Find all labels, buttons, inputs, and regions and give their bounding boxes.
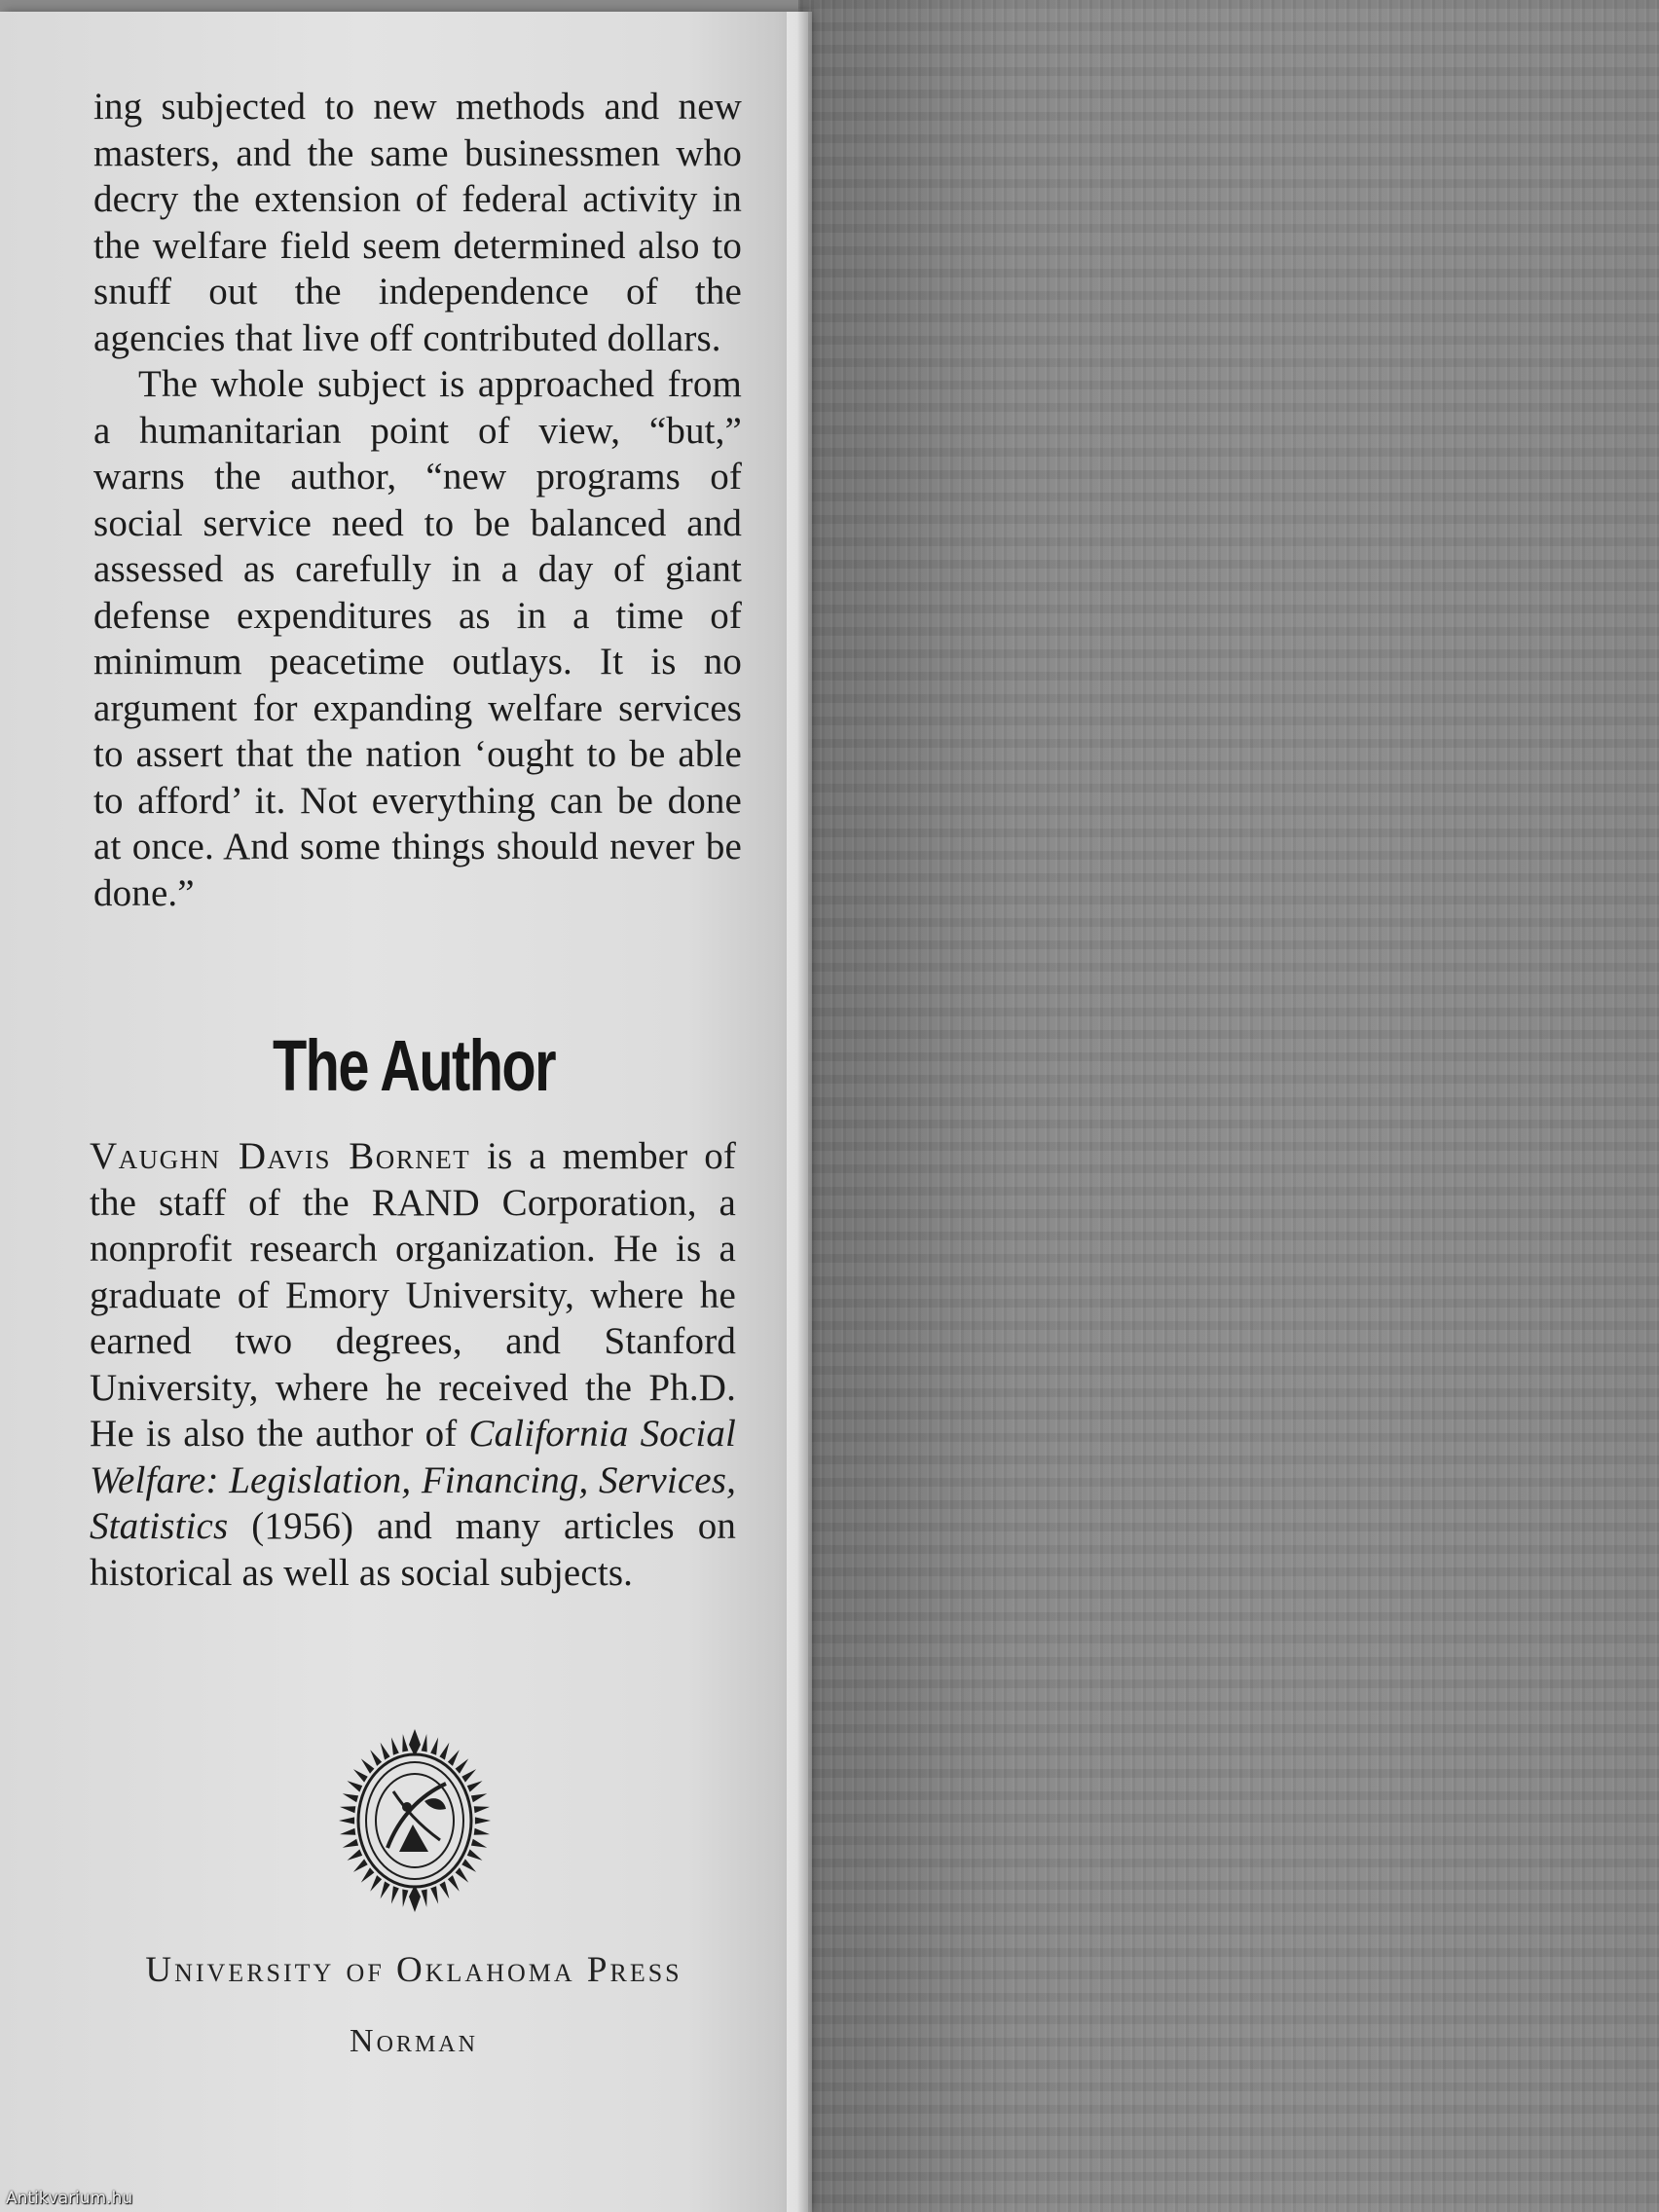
seal-ray (471, 1793, 487, 1802)
seal-ray (402, 1890, 408, 1907)
seal-ray (370, 1875, 382, 1892)
seal-ray (461, 1769, 476, 1783)
seal-ray (471, 1839, 487, 1848)
publisher-city: Norman (350, 2023, 478, 2059)
book-title: California Social Welfare: Legislation, Financing, Services, Statistics (90, 1413, 736, 1547)
seal-ray (474, 1806, 490, 1813)
bio-text-2: (1956) and many articles on historical as well as social subjects. (90, 1505, 736, 1594)
seal-ray (381, 1881, 390, 1899)
author-name: Vaughn Davis Bornet (90, 1135, 471, 1177)
intro-paragraph: ing subjected to new methods and new masters, and the same businessmen who decry the extension of federal activity in the welfare field seem determined also to snuff out the independence of the agencies that live off contributed dollars. (93, 86, 742, 359)
author-heading: The Author (272, 1025, 556, 1106)
press-seal-icon (331, 1723, 498, 1918)
seal-ray (391, 1737, 399, 1754)
seal-ray (422, 1890, 427, 1907)
table-surface (798, 0, 1659, 2212)
site-watermark: Antikvarium.hu (6, 2189, 133, 2208)
seal-ray (361, 1867, 375, 1882)
seal-ray (467, 1849, 483, 1861)
seal-ray (340, 1806, 355, 1813)
seal-ray (343, 1793, 358, 1802)
seal-ray (474, 1828, 490, 1835)
page-edge (787, 12, 812, 2212)
seal-ray (430, 1886, 438, 1903)
seal-ray (353, 1769, 368, 1783)
seal-ray (391, 1886, 399, 1903)
seal-ray (361, 1758, 375, 1773)
seal-ray (348, 1849, 363, 1861)
seal-ray (353, 1859, 368, 1872)
author-bio (90, 1133, 736, 1596)
seal-ray (430, 1737, 438, 1754)
seal-ray (456, 1758, 469, 1773)
seal-ray (448, 1875, 460, 1892)
seal-ray (348, 1781, 363, 1792)
seal-ray (422, 1734, 427, 1751)
quote-paragraph: The whole subject is approached from a humanitarian point of view, “but,” warns the author, “new programs of social service need to be balanced and assessed as carefully in a day of giant defense expenditures as in a time of minimum peacetime outlays. It is no argument for expanding welfare services to assert that the nation ‘ought to be able to afford’ it. Not everything can be done at once. And some things should never be done.” (93, 363, 742, 914)
seal-ray (370, 1750, 382, 1766)
seal-ray (381, 1743, 390, 1760)
seal-ray (448, 1750, 460, 1766)
seal-ray (456, 1867, 469, 1882)
seal-ray (343, 1839, 358, 1848)
bio-text-1: is a member of the staff of the RAND Corporation, a nonprofit research organization. He is a graduate of Emory University, where he earned two degrees, and Stanford University, where he received the Ph.D. He is also the author of (90, 1135, 736, 1455)
bio-paragraph (90, 1133, 736, 1596)
seal-ray (339, 1817, 354, 1824)
seal-ray (340, 1828, 355, 1835)
seal-ray (439, 1743, 449, 1760)
seal-ray (402, 1734, 408, 1751)
seal-ray (439, 1881, 449, 1899)
publisher-name: University of Oklahoma Press (145, 1950, 682, 1990)
flap-text (93, 84, 742, 916)
seal-ray (467, 1781, 483, 1792)
seal-ray (475, 1817, 491, 1824)
seal-ray (461, 1859, 476, 1872)
